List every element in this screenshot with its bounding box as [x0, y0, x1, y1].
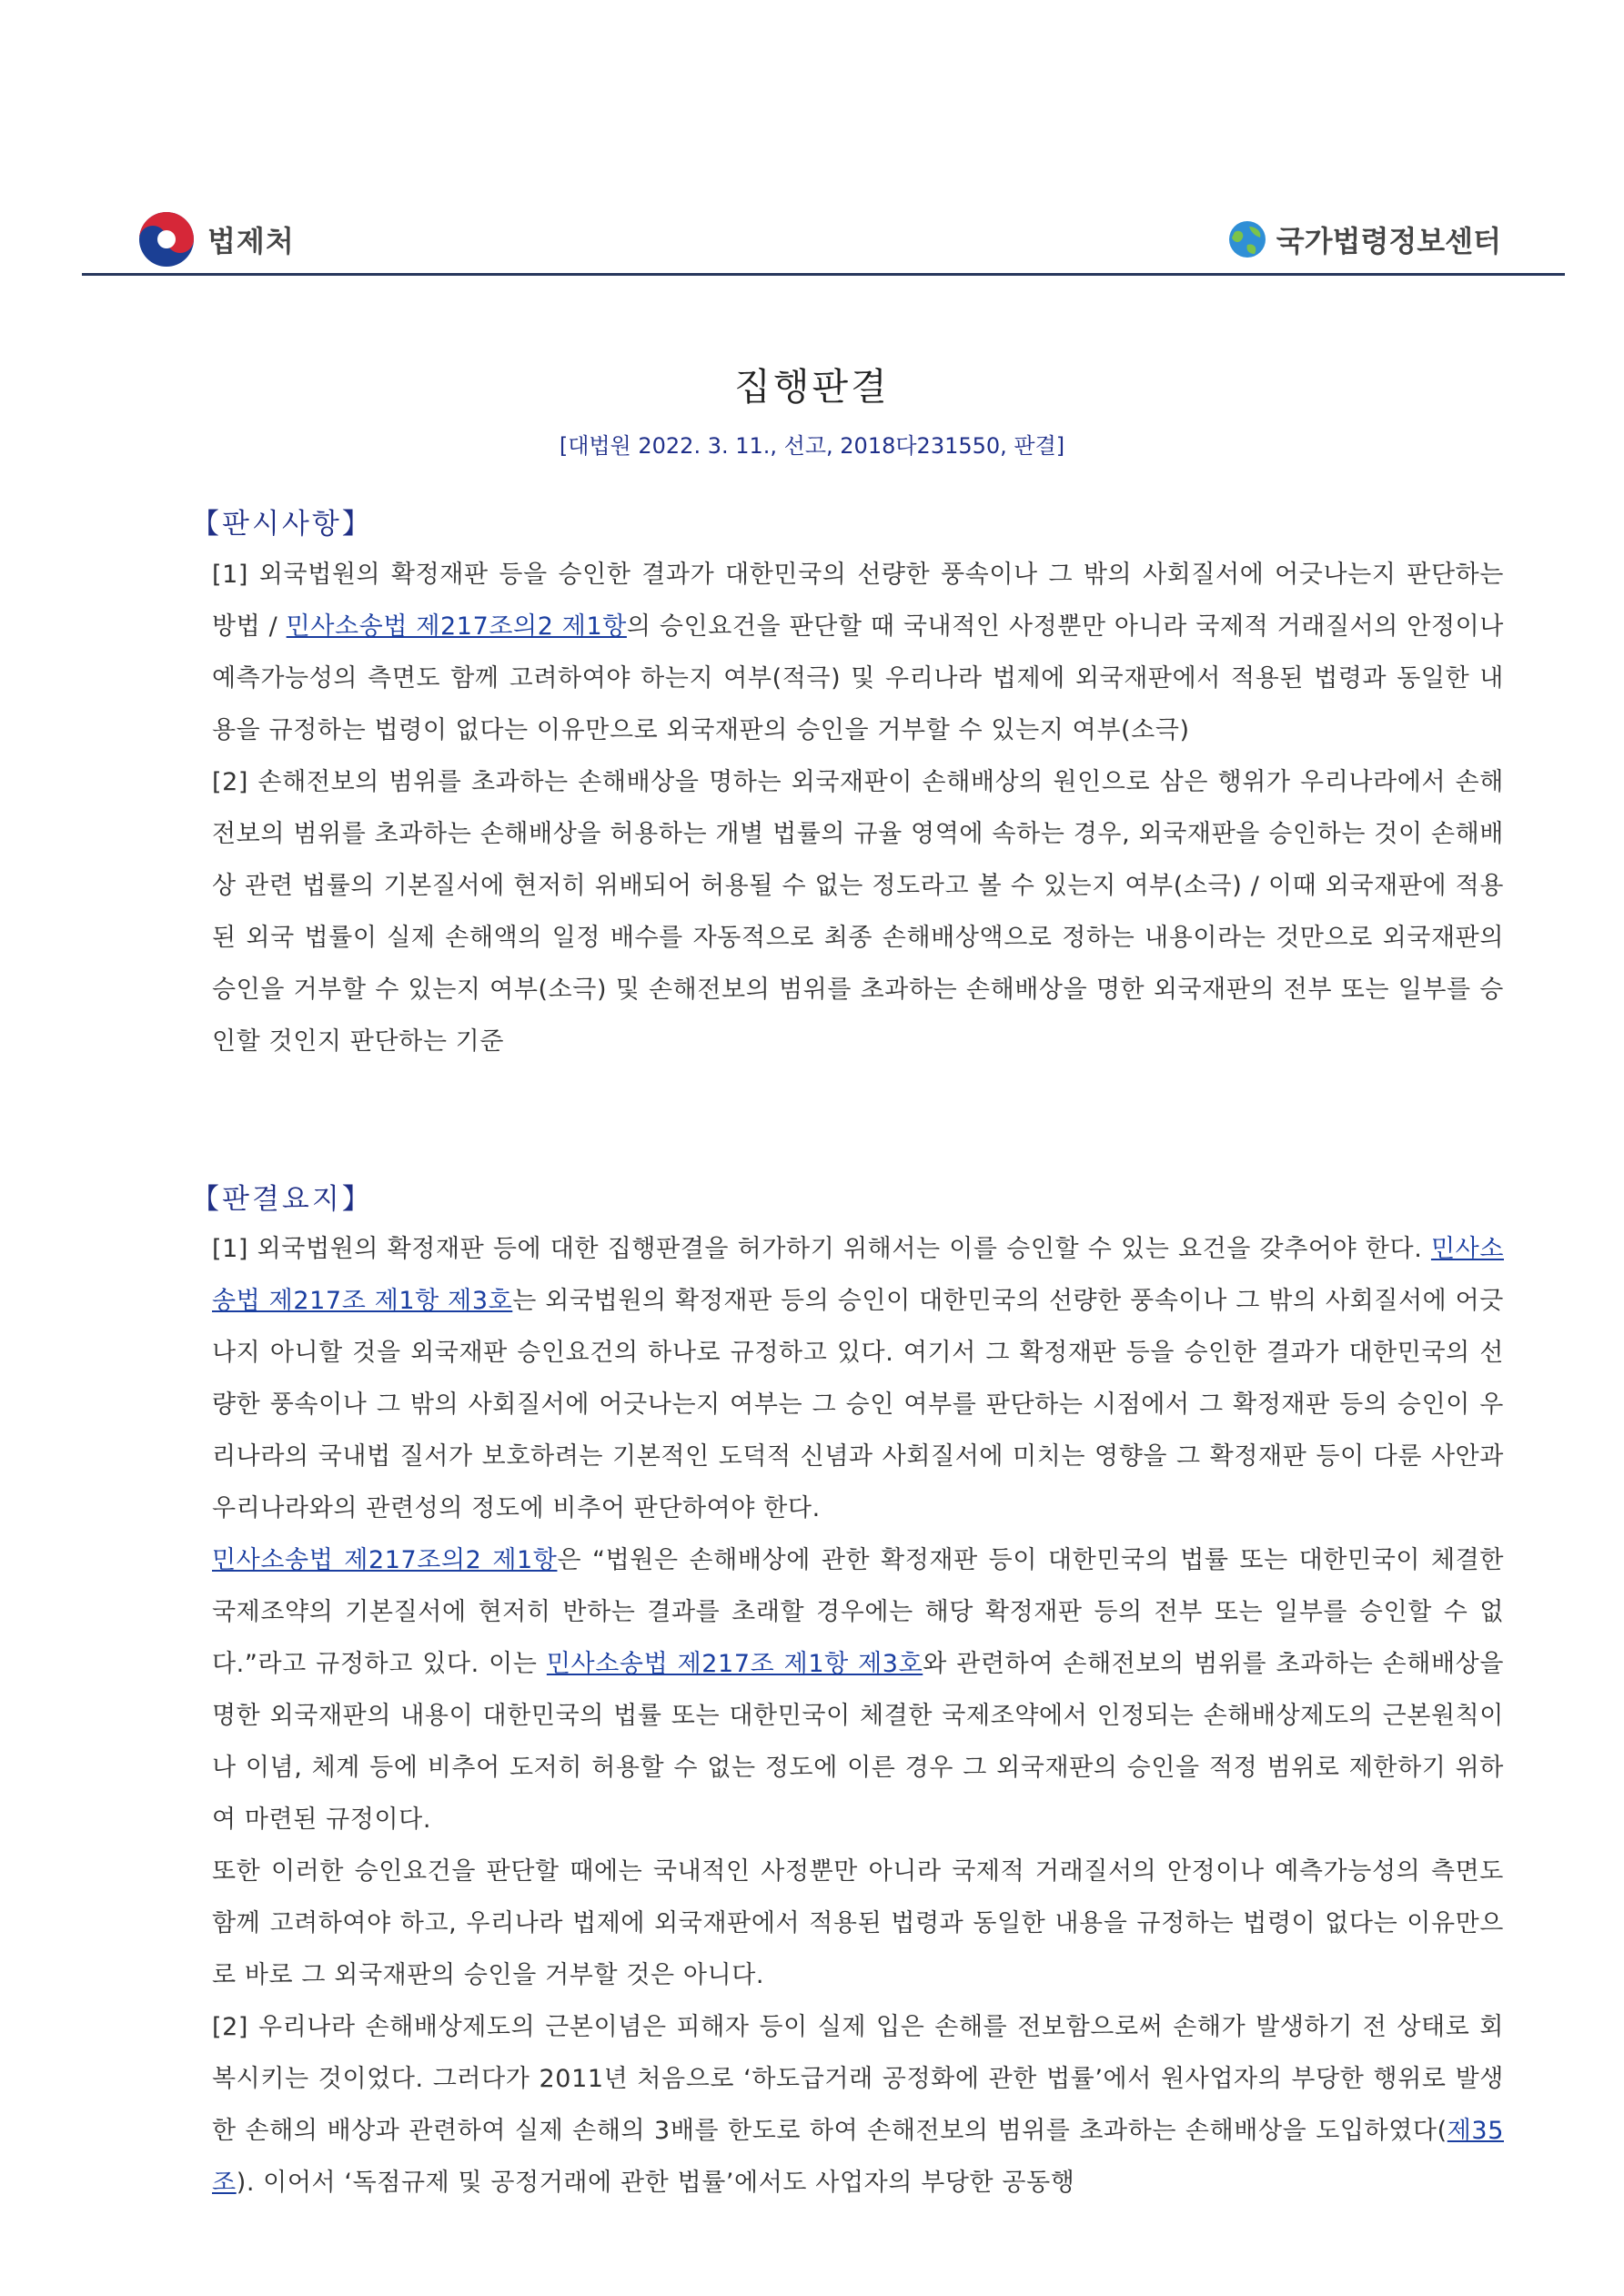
statute-link[interactable]: 민사소송법 제217조 제1항 제3호	[546, 1650, 923, 1678]
law-info-center-logo[interactable]	[1227, 218, 1501, 260]
gist-paragraph-2	[212, 1534, 1504, 1846]
statute-link[interactable]: 민사소송법 제217조의2 제1항	[286, 612, 627, 641]
gist-p1-text-a: [1] 외국법원의 확정재판 등에 대한 집행판결을 허가하기 위해서는 이를 승인할 수 있는 요건을 갖추어야 한다.	[212, 1235, 1431, 1263]
statute-link[interactable]: 제35조	[212, 2117, 1504, 2197]
summary-p1-text-b: 의 승인요건을 판단할 때 국내적인 사정뿐만 아니라 국제적 거래질서의 안정이나 예측가능성의 측면도 함께 고려하여야 하는지 여부(적극) 및 우리나라 법제에 외국재판에서 적용된 법령과 동일한 내용을 규정하는 법령이 없다는 이유만으로 외국재판의 승인을 거부할 수 있는지 여부(소극)	[212, 612, 1504, 744]
statute-link[interactable]: 민사소송법 제217조의2 제1항	[212, 1546, 558, 1574]
gist-paragraph-4	[212, 2001, 1504, 2209]
summary-p1-text-a: [1] 외국법원의 확정재판 등을 승인한 결과가 대한민국의 선량한 풍속이나 그 밖의 사회질서에 어긋나는지 판단하는 방법 /	[212, 561, 1504, 641]
gist-p2-text-a: 은 “법원은 손해배상에 관한 확정재판 등이 대한민국의 법률 또는 대한민국이 체결한 국제조약의 기본질서에 현저히 반하는 결과를 초래할 경우에는 해당 확정재판 등의 전부 또는 일부를 승인할 수 없다.”라고 규정하고 있다. 이는	[212, 1546, 1504, 1678]
law-info-center-logo-text: 국가법령정보센터	[1276, 224, 1501, 258]
summary-body	[212, 549, 1504, 1067]
taegeuk-icon	[136, 209, 197, 269]
gist-paragraph-1	[212, 1223, 1504, 1534]
case-citation: [대법원 2022. 3. 11., 선고, 2018다231550, 판결]	[559, 433, 1065, 459]
document-title: 집행판결	[734, 365, 890, 409]
gist-p1-text-b: 는 외국법원의 확정재판 등의 승인이 대한민국의 선량한 풍속이나 그 밖의 사회질서에 어긋나지 아니할 것을 외국재판 승인요건의 하나로 규정하고 있다. 여기서 그 확정재판 등을 승인한 결과가 대한민국의 선량한 풍속이나 그 밖의 사회질서에 어긋나는지 여부는 그 승인 여부를 판단하는 시점에서 그 확정재판 등의 승인이 우리나라의 국내법 질서가 보호하려는 기본적인 도덕적 신념과 사회질서에 미치는 영향을 그 확정재판 등이 다룬 사안과 우리나라와의 관련성의 정도에 비추어 판단하여야 한다.	[212, 1287, 1504, 1522]
moleg-logo[interactable]	[136, 209, 295, 269]
globe-icon	[1227, 219, 1267, 259]
gist-p4-text-b: ). 이어서 ‘독점규제 및 공정거래에 관한 법률’에서도 사업자의 부당한 공동행	[236, 2169, 1075, 2197]
page-header	[82, 191, 1565, 275]
gist-body	[212, 1223, 1504, 2209]
gist-paragraph-3: 또한 이러한 승인요건을 판단할 때에는 국내적인 사정뿐만 아니라 국제적 거래질서의 안정이나 예측가능성의 측면도 함께 고려하여야 하고, 우리나라 법제에 외국재판에서 적용된 법령과 동일한 내용을 규정하는 법령이 없다는 이유만으로 바로 그 외국재판의 승인을 거부할 것은 아니다.	[212, 1857, 1504, 1989]
header-divider	[82, 273, 1565, 276]
gist-p2-text-b: 와 관련하여 손해전보의 범위를 초과하는 손해배상을 명한 외국재판의 내용이 대한민국의 법률 또는 대한민국이 체결한 국제조약에서 인정되는 손해배상제도의 근본원칙이나 이념, 체계 등에 비추어 도저히 허용할 수 없는 정도에 이른 경우 그 외국재판의 승인을 적정 범위로 제한하기 위하여 마련된 규정이다.	[212, 1650, 1505, 1834]
summary-paragraph-2: [2] 손해전보의 범위를 초과하는 손해배상을 명하는 외국재판이 손해배상의 원인으로 삼은 행위가 우리나라에서 손해전보의 범위를 초과하는 손해배상을 허용하는 개별 법률의 규율 영역에 속하는 경우, 외국재판을 승인하는 것이 손해배상 관련 법률의 기본질서에 현저히 위배되어 허용될 수 없는 정도라고 볼 수 있는지 여부(소극) / 이때 외국재판에 적용된 외국 법률이 실제 손해액의 일정 배수를 자동적으로 최종 손해배상액으로 정하는 내용이라는 것만으로 외국재판의 승인을 거부할 수 있는지 여부(소극) 및 손해전보의 범위를 초과하는 손해배상을 명한 외국재판의 전부 또는 일부를 승인할 것인지 판단하는 기준	[212, 768, 1504, 1056]
moleg-logo-text: 법제처	[207, 224, 295, 258]
section-heading-summary: 【판시사항】	[191, 508, 373, 541]
summary-paragraph-1	[212, 549, 1504, 756]
gist-p4-text-a: [2] 우리나라 손해배상제도의 근본이념은 피해자 등이 실제 입은 손해를 전보함으로써 손해가 발생하기 전 상태로 회복시키는 것이었다. 그러다가 2011년 처음으로 ‘하도급거래 공정화에 관한 법률’에서 원사업자의 부당한 행위로 발생한 손해의 배상과 관련하여 실제 손해의 3배를 한도로 하여 손해전보의 범위를 초과하는 손해배상을 도입하였다(	[212, 2013, 1504, 2145]
section-heading-gist: 【판결요지】	[191, 1183, 373, 1216]
statute-link[interactable]: 민사소송법 제217조 제1항 제3호	[212, 1235, 1504, 1315]
